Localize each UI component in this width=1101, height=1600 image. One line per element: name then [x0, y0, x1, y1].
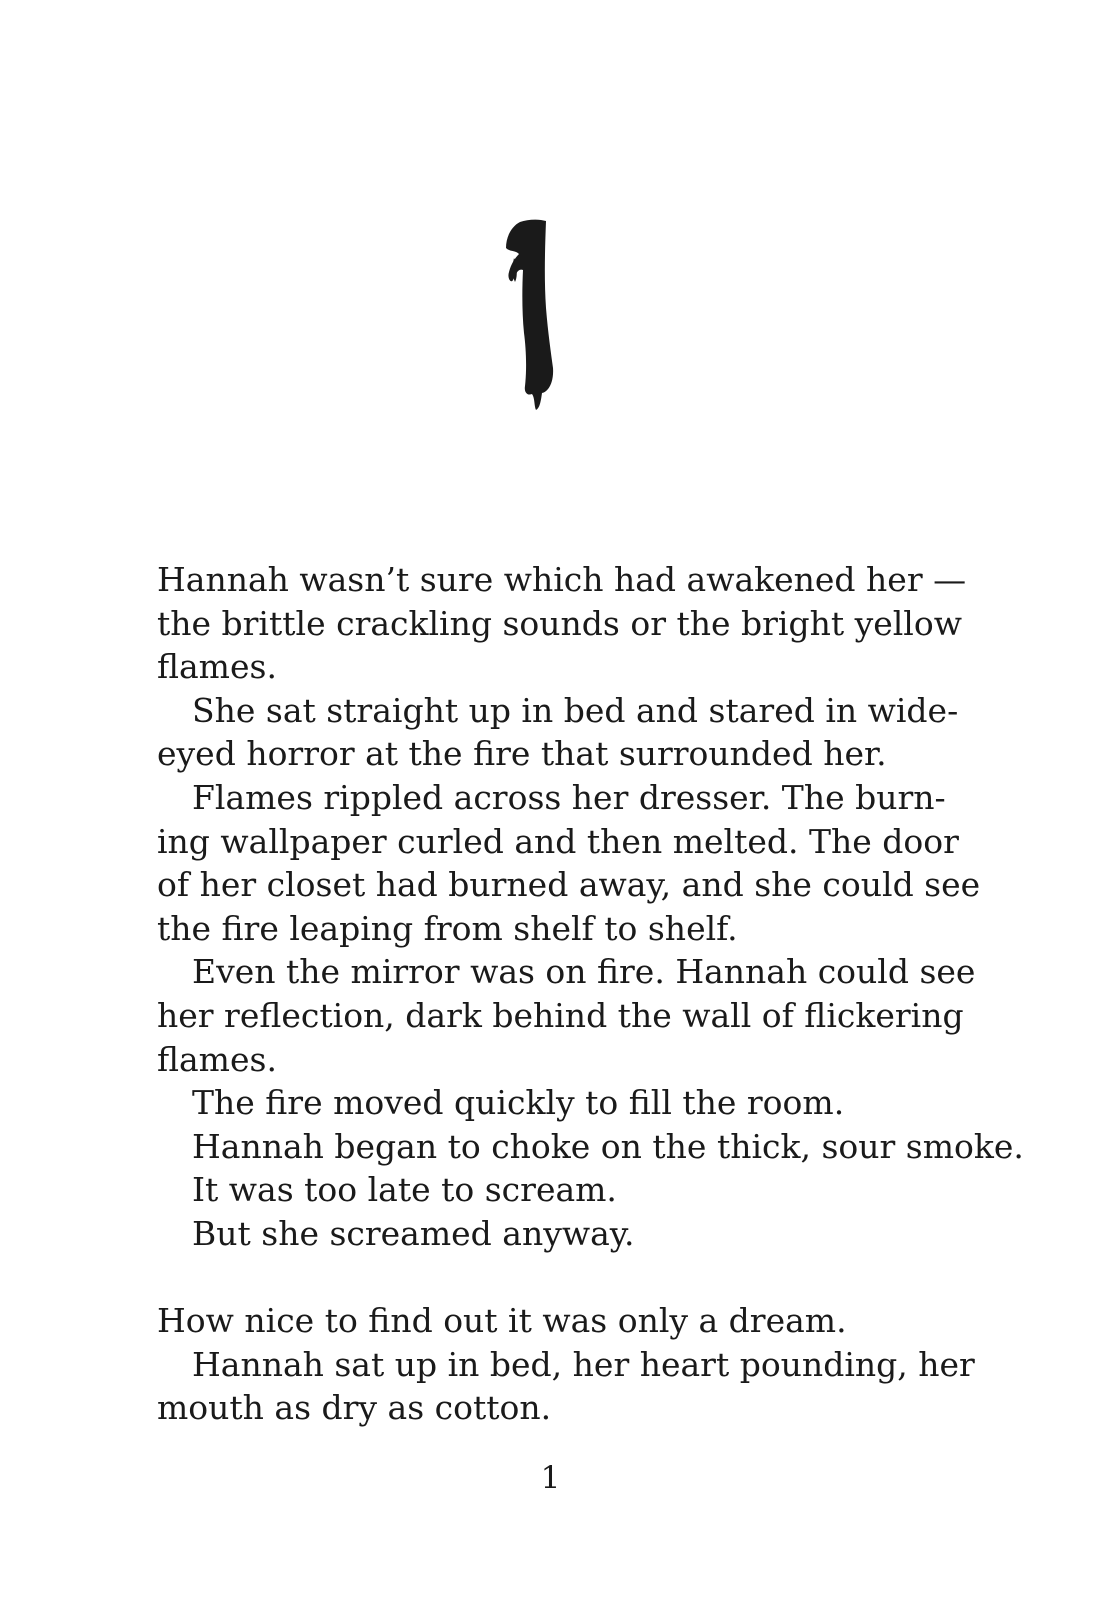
text-line: flames.	[157, 1039, 277, 1079]
text-line: her reflection, dark behind the wall of flickering	[157, 995, 964, 1035]
text-line: Hannah sat up in bed, her heart pounding, her	[192, 1344, 975, 1384]
text-line: flames.	[157, 647, 277, 687]
section-break	[157, 1256, 927, 1300]
text-line: But she screamed anyway.	[192, 1213, 635, 1253]
text-line: It was too late to scream.	[192, 1170, 617, 1210]
text-line: ing wallpaper curled and then melted. The door	[157, 821, 959, 861]
text-line: The fire moved quickly to fill the room.	[192, 1083, 845, 1123]
text-line: How nice to find out it was only a dream.	[157, 1301, 847, 1341]
text-line: mouth as dry as cotton.	[157, 1388, 552, 1428]
chapter-body-text	[157, 558, 1024, 1430]
text-line: the brittle crackling sounds or the bright yellow	[157, 603, 962, 643]
text-line: eyed horror at the fire that surrounded her.	[157, 734, 887, 774]
text-line: Hannah wasn’t sure which had awakened her —	[157, 560, 967, 599]
text-line: Hannah began to choke on the thick, sour smoke.	[192, 1126, 1024, 1166]
text-line: Even the mirror was on fire. Hannah could see	[192, 952, 976, 992]
text-line: of her closet had burned away, and she could see	[157, 865, 981, 905]
text-line: the fire leaping from shelf to shelf.	[157, 908, 738, 948]
page-number: 1	[540, 1460, 561, 1496]
text-line: Flames rippled across her dresser. The burn-	[192, 777, 946, 817]
text-line: She sat straight up in bed and stared in wide-	[192, 690, 959, 730]
chapter-number-dripping-one	[496, 218, 562, 418]
